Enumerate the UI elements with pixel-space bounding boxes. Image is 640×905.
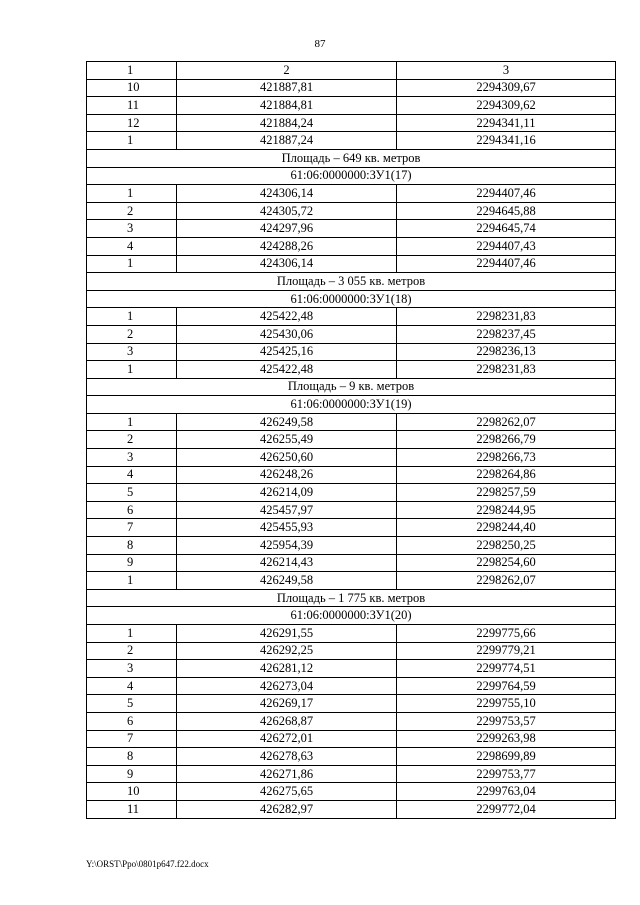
section-label: Площадь – 3 055 кв. метров (87, 273, 616, 291)
y-coordinate: 2298250,25 (397, 537, 616, 555)
point-number: 1 (87, 308, 177, 326)
table-row (87, 132, 616, 150)
section-label: 61:06:0000000:ЗУ1(19) (87, 396, 616, 414)
table-section-row (87, 396, 616, 414)
x-coordinate: 426282,97 (177, 800, 397, 818)
point-number: 8 (87, 748, 177, 766)
point-number: 4 (87, 237, 177, 255)
x-coordinate: 425422,48 (177, 308, 397, 326)
point-number: 5 (87, 484, 177, 502)
table-row (87, 431, 616, 449)
point-number: 6 (87, 712, 177, 730)
table-row (87, 114, 616, 132)
x-coordinate: 425457,97 (177, 501, 397, 519)
point-number: 9 (87, 765, 177, 783)
x-coordinate: 425455,93 (177, 519, 397, 537)
table-row (87, 642, 616, 660)
table-row (87, 62, 616, 80)
point-number: 1 (87, 185, 177, 203)
table-row (87, 765, 616, 783)
point-number: 4 (87, 677, 177, 695)
point-number: 1 (87, 62, 177, 80)
y-coordinate: 2298244,95 (397, 501, 616, 519)
y-coordinate: 2299774,51 (397, 660, 616, 678)
x-coordinate: 425954,39 (177, 537, 397, 555)
y-coordinate: 2299753,77 (397, 765, 616, 783)
table-row (87, 660, 616, 678)
x-coordinate: 426248,26 (177, 466, 397, 484)
table-section-row (87, 149, 616, 167)
point-number: 7 (87, 519, 177, 537)
y-coordinate: 2299753,57 (397, 712, 616, 730)
x-coordinate: 426272,01 (177, 730, 397, 748)
point-number: 10 (87, 783, 177, 801)
x-coordinate: 426214,09 (177, 484, 397, 502)
table-row (87, 800, 616, 818)
point-number: 2 (87, 202, 177, 220)
point-number: 3 (87, 449, 177, 467)
y-coordinate: 2298262,07 (397, 413, 616, 431)
x-coordinate: 425422,48 (177, 361, 397, 379)
table-row (87, 484, 616, 502)
y-coordinate: 2298264,86 (397, 466, 616, 484)
table-row (87, 343, 616, 361)
table-section-row (87, 589, 616, 607)
x-coordinate: 426291,55 (177, 625, 397, 643)
table-section-row (87, 273, 616, 291)
x-coordinate: 424288,26 (177, 237, 397, 255)
point-number: 10 (87, 79, 177, 97)
point-number: 2 (87, 431, 177, 449)
point-number: 1 (87, 572, 177, 590)
table-row (87, 97, 616, 115)
file-path: Y:\ORST\Ppo\0801p647.f22.docx (86, 859, 209, 869)
y-coordinate: 2298236,13 (397, 343, 616, 361)
point-number: 1 (87, 413, 177, 431)
table-section-row (87, 167, 616, 185)
y-coordinate: 2294645,88 (397, 202, 616, 220)
coordinates-table-body (87, 62, 616, 819)
x-coordinate: 424305,72 (177, 202, 397, 220)
x-coordinate: 426275,65 (177, 783, 397, 801)
y-coordinate: 2298231,83 (397, 308, 616, 326)
point-number: 8 (87, 537, 177, 555)
x-coordinate: 425430,06 (177, 325, 397, 343)
table-row (87, 466, 616, 484)
table-row (87, 730, 616, 748)
x-coordinate: 426214,43 (177, 554, 397, 572)
table-section-row (87, 607, 616, 625)
x-coordinate: 426269,17 (177, 695, 397, 713)
x-coordinate: 425425,16 (177, 343, 397, 361)
y-coordinate: 2298237,45 (397, 325, 616, 343)
point-number: 9 (87, 554, 177, 572)
table-row (87, 325, 616, 343)
point-number: 7 (87, 730, 177, 748)
y-coordinate: 2294645,74 (397, 220, 616, 238)
point-number: 3 (87, 660, 177, 678)
table-row (87, 695, 616, 713)
point-number: 5 (87, 695, 177, 713)
table-row (87, 501, 616, 519)
table-row (87, 677, 616, 695)
point-number: 3 (87, 343, 177, 361)
y-coordinate: 2299772,04 (397, 800, 616, 818)
x-coordinate: 421884,81 (177, 97, 397, 115)
x-coordinate: 426273,04 (177, 677, 397, 695)
table-row (87, 361, 616, 379)
y-coordinate: 2298231,83 (397, 361, 616, 379)
x-coordinate: 421887,24 (177, 132, 397, 150)
y-coordinate: 2294407,43 (397, 237, 616, 255)
x-coordinate: 426249,58 (177, 413, 397, 431)
point-number: 4 (87, 466, 177, 484)
table-section-row (87, 378, 616, 396)
x-coordinate: 426249,58 (177, 572, 397, 590)
table-row (87, 625, 616, 643)
x-coordinate: 424297,96 (177, 220, 397, 238)
table-row (87, 449, 616, 467)
table-row (87, 413, 616, 431)
table-row (87, 537, 616, 555)
y-coordinate: 2294309,67 (397, 79, 616, 97)
point-number: 12 (87, 114, 177, 132)
x-coordinate: 426281,12 (177, 660, 397, 678)
table-row (87, 79, 616, 97)
x-coordinate: 424306,14 (177, 185, 397, 203)
point-number: 2 (87, 642, 177, 660)
section-label: 61:06:0000000:ЗУ1(20) (87, 607, 616, 625)
x-coordinate: 421887,81 (177, 79, 397, 97)
y-coordinate: 2298266,79 (397, 431, 616, 449)
point-number: 1 (87, 132, 177, 150)
y-coordinate: 2299263,98 (397, 730, 616, 748)
table-section-row (87, 290, 616, 308)
table-row (87, 202, 616, 220)
point-number: 6 (87, 501, 177, 519)
section-label: Площадь – 649 кв. метров (87, 149, 616, 167)
table-row (87, 220, 616, 238)
y-coordinate: 2294407,46 (397, 185, 616, 203)
section-label: Площадь – 1 775 кв. метров (87, 589, 616, 607)
x-coordinate: 426250,60 (177, 449, 397, 467)
table-row (87, 554, 616, 572)
x-coordinate: 2 (177, 62, 397, 80)
table-row (87, 255, 616, 273)
y-coordinate: 2294309,62 (397, 97, 616, 115)
coordinates-table (86, 61, 616, 819)
x-coordinate: 424306,14 (177, 255, 397, 273)
y-coordinate: 2294341,11 (397, 114, 616, 132)
section-label: 61:06:0000000:ЗУ1(18) (87, 290, 616, 308)
y-coordinate: 2299755,10 (397, 695, 616, 713)
y-coordinate: 2298257,59 (397, 484, 616, 502)
table-row (87, 712, 616, 730)
y-coordinate: 2294341,16 (397, 132, 616, 150)
point-number: 1 (87, 625, 177, 643)
y-coordinate: 2294407,46 (397, 255, 616, 273)
x-coordinate: 426268,87 (177, 712, 397, 730)
table-row (87, 185, 616, 203)
point-number: 3 (87, 220, 177, 238)
y-coordinate: 2298262,07 (397, 572, 616, 590)
page-number: 87 (314, 38, 326, 50)
x-coordinate: 426271,86 (177, 765, 397, 783)
y-coordinate: 2298254,60 (397, 554, 616, 572)
point-number: 11 (87, 800, 177, 818)
x-coordinate: 421884,24 (177, 114, 397, 132)
table-row (87, 237, 616, 255)
table-row (87, 572, 616, 590)
y-coordinate: 3 (397, 62, 616, 80)
point-number: 1 (87, 255, 177, 273)
point-number: 2 (87, 325, 177, 343)
y-coordinate: 2298244,40 (397, 519, 616, 537)
y-coordinate: 2299764,59 (397, 677, 616, 695)
point-number: 1 (87, 361, 177, 379)
table-row (87, 748, 616, 766)
table-row (87, 783, 616, 801)
table-row (87, 519, 616, 537)
y-coordinate: 2298699,89 (397, 748, 616, 766)
point-number: 11 (87, 97, 177, 115)
section-label: 61:06:0000000:ЗУ1(17) (87, 167, 616, 185)
x-coordinate: 426292,25 (177, 642, 397, 660)
y-coordinate: 2299775,66 (397, 625, 616, 643)
y-coordinate: 2299779,21 (397, 642, 616, 660)
table-row (87, 308, 616, 326)
x-coordinate: 426255,49 (177, 431, 397, 449)
x-coordinate: 426278,63 (177, 748, 397, 766)
y-coordinate: 2298266,73 (397, 449, 616, 467)
y-coordinate: 2299763,04 (397, 783, 616, 801)
section-label: Площадь – 9 кв. метров (87, 378, 616, 396)
